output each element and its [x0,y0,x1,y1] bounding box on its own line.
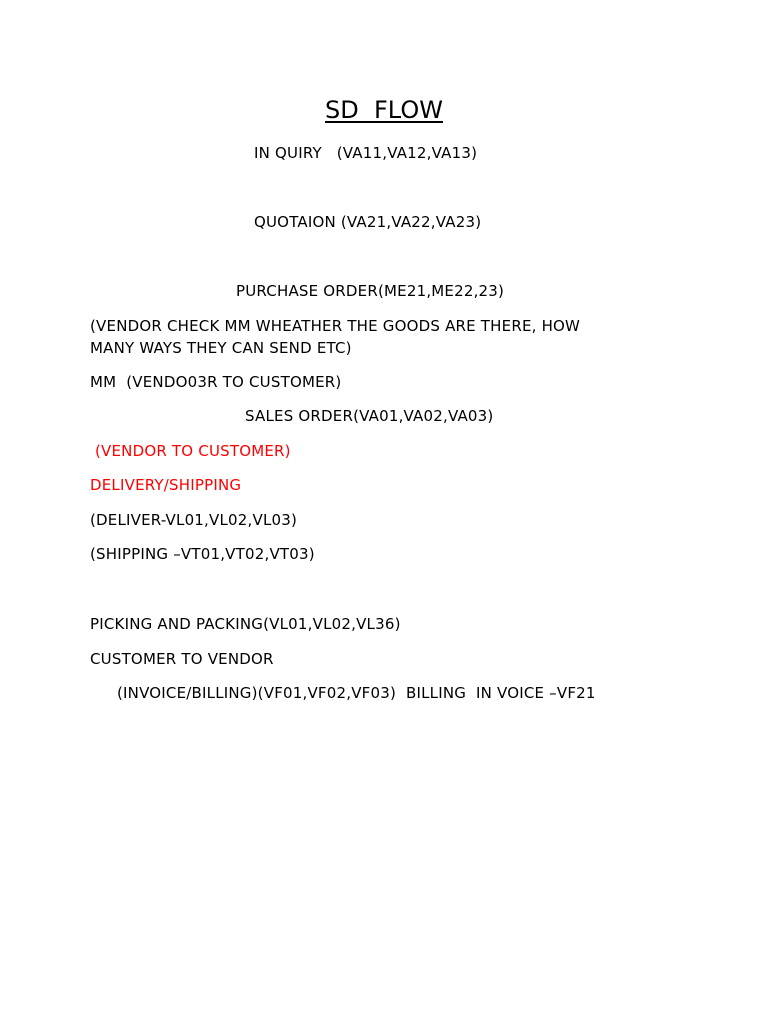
inquiry-line: IN QUIRY (VA11,VA12,VA13) [254,144,478,162]
vendor-check-line-2: MANY WAYS THEY CAN SEND ETC) [90,339,352,357]
delivery-shipping-line: DELIVERY/SHIPPING [90,476,242,494]
vendor-check-line-1: (VENDOR CHECK MM WHEATHER THE GOODS ARE THERE, HOW [90,317,581,335]
document-title: SD FLOW [325,96,443,124]
mm-vendor-line: MM (VENDO03R TO CUSTOMER) [90,373,342,391]
quotation-line: QUOTAION (VA21,VA22,VA23) [254,213,482,231]
purchase-order-line: PURCHASE ORDER(ME21,ME22,23) [236,282,505,300]
invoice-billing-line: (INVOICE/BILLING)(VF01,VF02,VF03) BILLING IN VOICE –VF21 [117,684,596,702]
picking-packing-line: PICKING AND PACKING(VL01,VL02,VL36) [90,615,401,633]
sales-order-line: SALES ORDER(VA01,VA02,VA03) [245,407,494,425]
customer-to-vendor-line: CUSTOMER TO VENDOR [90,650,274,668]
shipping-codes-line: (SHIPPING –VT01,VT02,VT03) [90,545,315,563]
deliver-codes-line: (DELIVER-VL01,VL02,VL03) [90,511,298,529]
vendor-to-customer-line: (VENDOR TO CUSTOMER) [90,442,291,460]
